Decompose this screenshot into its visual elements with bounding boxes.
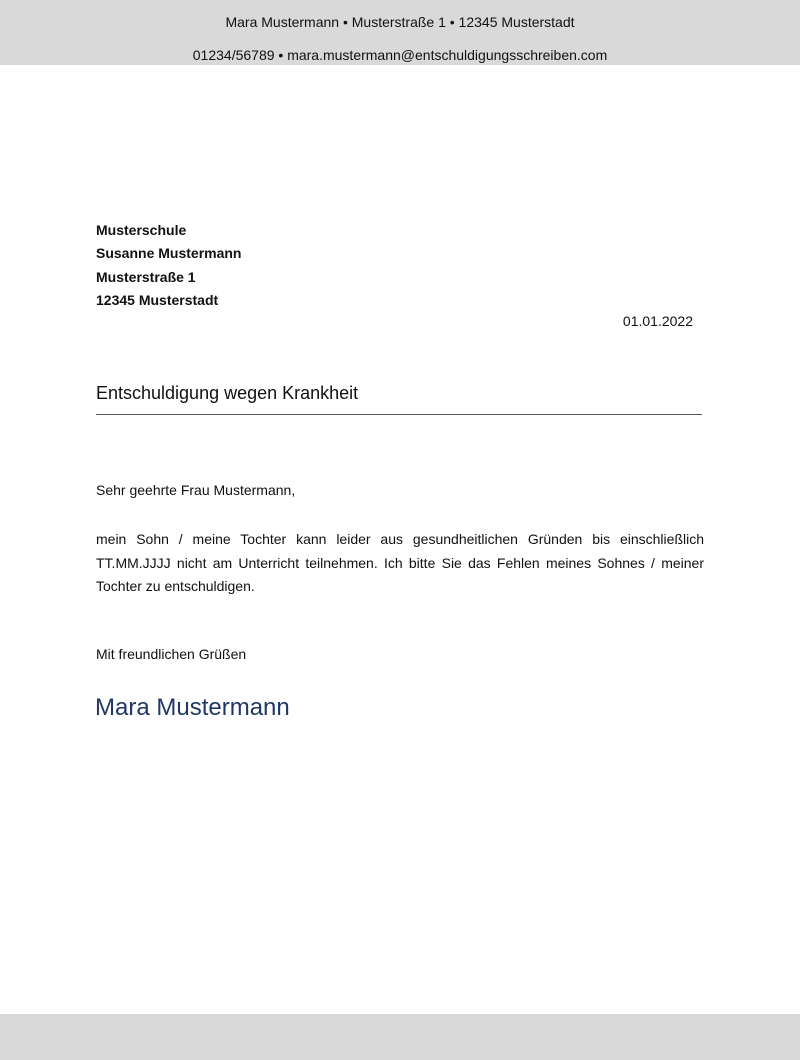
signature: Mara Mustermann	[95, 694, 290, 721]
letterhead-band	[0, 0, 800, 65]
footer-band	[0, 1014, 800, 1060]
closing-phrase: Mit freundlichen Grüßen	[96, 646, 247, 662]
letter-date: 01.01.2022	[622, 313, 693, 329]
sender-contact: 01234/56789 • mara.mustermann@entschuldigungsschreiben.com	[192, 47, 608, 63]
recipient-street: Musterstraße 1	[96, 268, 196, 285]
recipient-city: 12345 Musterstadt	[96, 291, 219, 308]
subject-divider	[96, 414, 702, 415]
salutation: Sehr geehrte Frau Mustermann,	[96, 482, 296, 498]
recipient-school: Musterschule	[96, 222, 187, 238]
recipient-address	[96, 219, 241, 312]
sender-address: Mara Mustermann • Musterstraße 1 • 12345 Musterstadt	[225, 14, 575, 30]
body-paragraph: mein Sohn / meine Tochter kann leider aus gesundheitlichen Gründen bis einschließlich TT.MM.JJJJ nicht am Unterricht teilnehmen. Ich bitte Sie das Fehlen meines Sohnes / meiner Tochter zu entschuldigen.	[96, 531, 704, 594]
subject-line: Entschuldigung wegen Krankheit	[96, 383, 359, 403]
recipient-name: Susanne Mustermann	[96, 245, 242, 262]
